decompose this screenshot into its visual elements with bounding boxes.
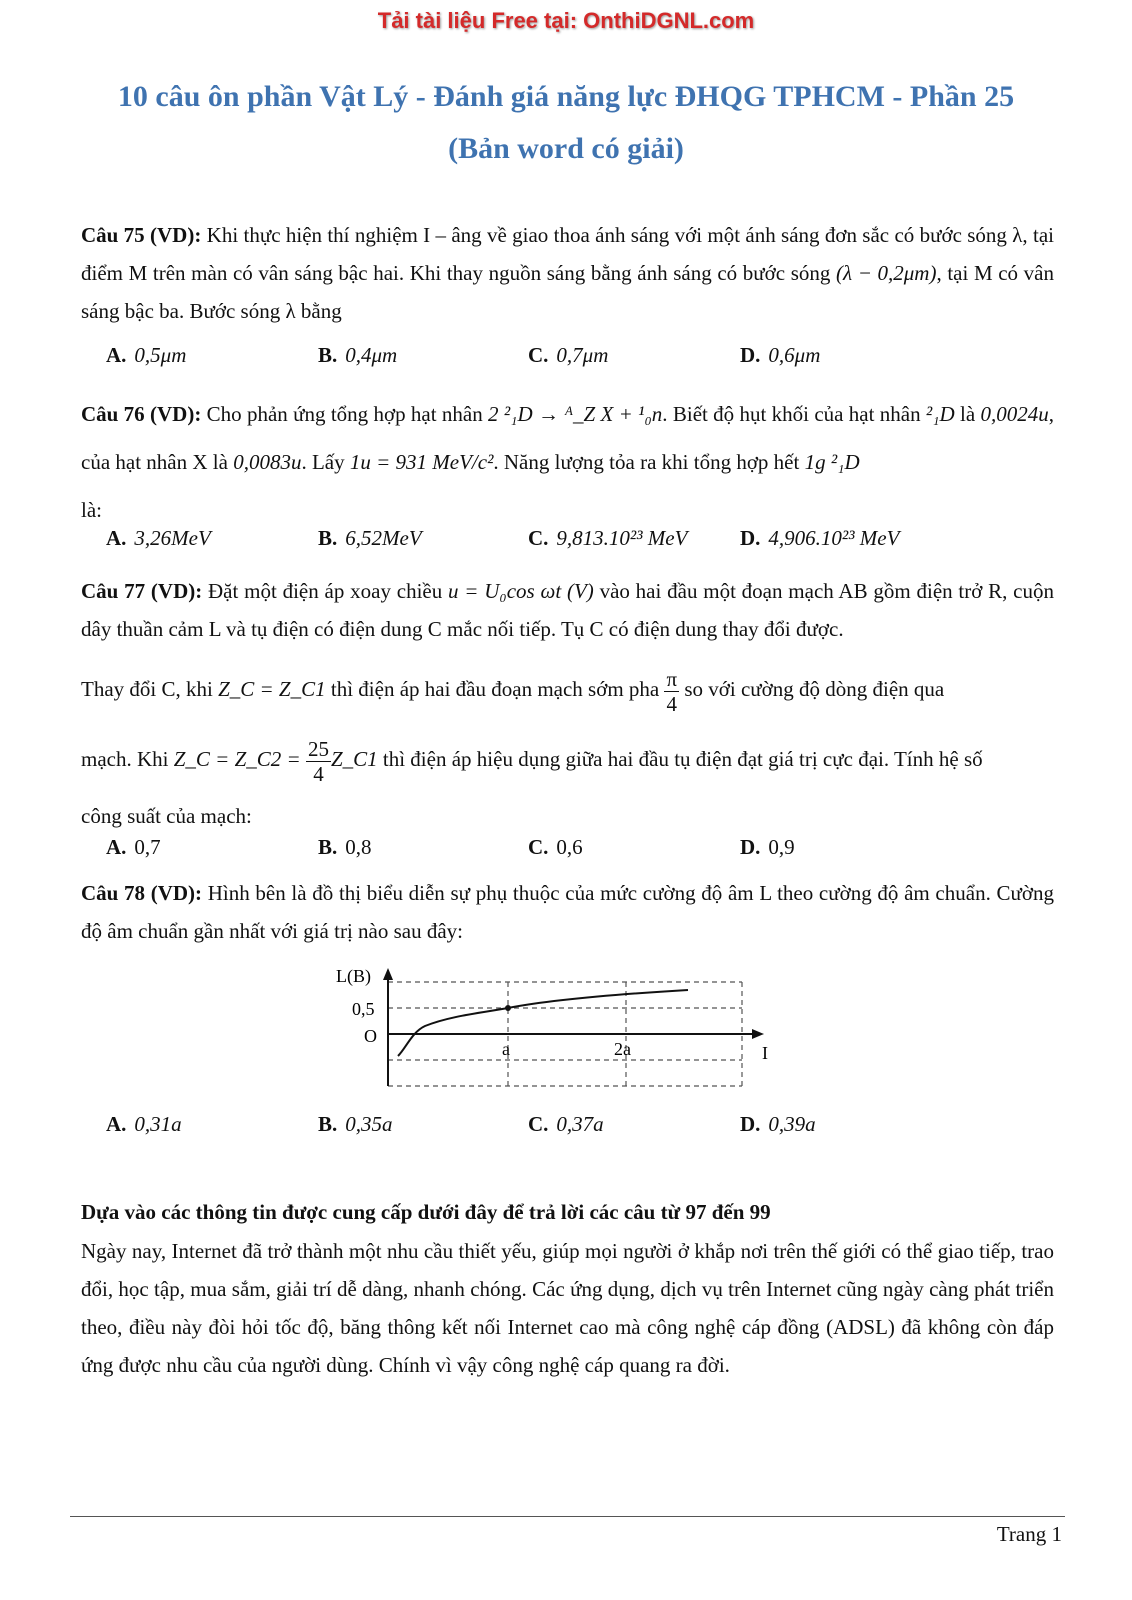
option-c: C. 0,7μm [528,343,609,367]
ratio-fraction: $\frac{25}{4}$ [307,736,329,786]
question-75-text-end: , tại M có vân sáng bậc ba. Bước sóng λ bằng [81,261,1055,323]
page-number: Trang 1 [996,1522,1062,1546]
phase-fraction: $\frac{\pi}{4}$ [666,666,678,716]
voltage-equation: u = U₀cos ωt (V) [448,579,594,603]
question-75 [81,216,1054,330]
section-heading: Dựa vào các thông tin được cung cấp dưới đây để trả lời các câu từ 97 đến 99 [81,1200,771,1224]
question-76-label: Câu 76 (VD): [81,402,202,426]
question-77: Câu 77 (VD): Đặt một điện áp xoay chiều u = U₀cos ωt (V) vào hai đầu một đoạn mạch AB gồm điện trở R, cuộn dây thuần cảm L và tụ điện có điện dung C mắc nối tiếp. Tụ C có điện dung thay đổi được. [81,579,1055,641]
question-77-line3: Thay đổi C, khi Z_C = Z_C1 thì điện áp hai đầu đoạn mạch sớm pha $\frac{\pi}{4}$ so với cường độ dòng điện qua [81,666,945,716]
question-78-label: Câu 78 (VD): [81,881,203,905]
download-banner[interactable]: Tải tài liệu Free tại: OnthiDGNL.com [377,8,755,33]
x-axis-arrow [752,1029,764,1039]
option-d: D. 4,906.10²³ MeV [740,526,900,550]
question-77-options [0,835,1132,873]
question-75-options [0,343,1132,381]
option-c: C. 0,37a [528,1112,604,1136]
question-75-math: (λ − 0,2μm) [836,261,937,285]
deuterium-nucleus: ²₁D [925,402,955,426]
question-75-text: Khi thực hiện thí nghiệm I – âng về giao thoa ánh sáng với một ánh sáng đơn sắc có bước sóng λ, tại điểm M trên màn có vân sáng bậc hai. Khi thay nguồn sáng bằng ánh sáng có bước sóng [81,223,1054,285]
curve-line [398,990,688,1056]
footer-divider [70,1516,1065,1517]
option-c: C. 9,813.10²³ MeV [528,526,688,550]
option-b: B. 6,52MeV [318,526,422,550]
option-d: D. 0,9 [740,835,795,859]
section-paragraph: Ngày nay, Internet đã trở thành một nhu cầu thiết yếu, giúp mọi người ở khắp nơi trên thế giới có thể giao tiếp, trao đổi, học tập, mua sắm, giải trí dễ dàng, nhanh chóng. Các ứng dụng, dịch vụ trên Internet cũng ngày càng phát triển theo, điều này đòi hỏi tốc độ, băng thông kết nối Internet cao mà công nghệ cáp đồng (ADSL) đã không còn đáp ứng được nhu cầu của người dùng. Chính vì vậy công nghệ cáp quang ra đời. [81,1239,1054,1377]
page-subtitle: (Bản word có giải) [448,132,684,165]
origin-label: O [364,1026,377,1046]
question-76-options [0,526,1132,564]
page-title: 10 câu ôn phần Vật Lý - Đánh giá năng lực ĐHQG TPHCM - Phần 25 [117,80,1015,113]
option-b: B. 0,8 [318,835,372,859]
question-77-label: Câu 77 (VD): [81,579,203,603]
question-78-options [0,1112,1132,1150]
x-axis-label: I [762,1043,768,1063]
curve-point [505,1005,511,1011]
option-a: A. 0,7 [106,835,161,859]
question-76: Câu 76 (VD): Cho phản ứng tổng hợp hạt nhân 2 ²₁D → ᴬ_Z X + ¹₀n. Biết độ hụt khối của hạt nhân ²₁D là 0,0024u, của hạt nhân X là 0,0083u. Lấy 1u = 931 MeV/c². Năng lượng tỏa ra khi tổng hợp hết 1g ²₁D là: [81,402,1054,522]
question-78: Câu 78 (VD): Hình bên là đồ thị biểu diễn sự phụ thuộc của mức cường độ âm L theo cường độ âm chuẩn. Cường độ âm chuẩn gần nhất với giá trị nào sau đây: [81,881,1055,943]
reaction-equation: 2 ²₁D → ᴬ_Z X + ¹₀n [488,402,663,426]
option-b: B. 0,4μm [318,343,398,367]
option-a: A. 3,26MeV [106,526,211,550]
sound-level-graph [330,960,790,1100]
x-tick-a: a [502,1039,510,1059]
y-axis-label: L(B) [336,966,371,986]
option-a: A. 0,31a [106,1112,182,1136]
option-a: A. 0,5μm [106,343,187,367]
option-d: D. 0,39a [740,1112,816,1136]
option-c: C. 0,6 [528,835,583,859]
y-tick-label: 0,5 [352,999,375,1019]
option-b: B. 0,35a [318,1112,393,1136]
question-77-line5: công suất của mạch: [81,804,252,828]
y-axis-arrow [383,968,393,980]
question-77-line4: mạch. Khi Z_C = Z_C2 = $\frac{25}{4}$ Z_C1 thì điện áp hiệu dụng giữa hai đầu tụ điện đạt giá trị cực đại. Tính hệ số [81,736,983,786]
question-75-label: Câu 75 (VD): [81,223,202,247]
option-d: D. 0,6μm [740,343,821,367]
x-tick-2a: 2a [614,1039,631,1059]
